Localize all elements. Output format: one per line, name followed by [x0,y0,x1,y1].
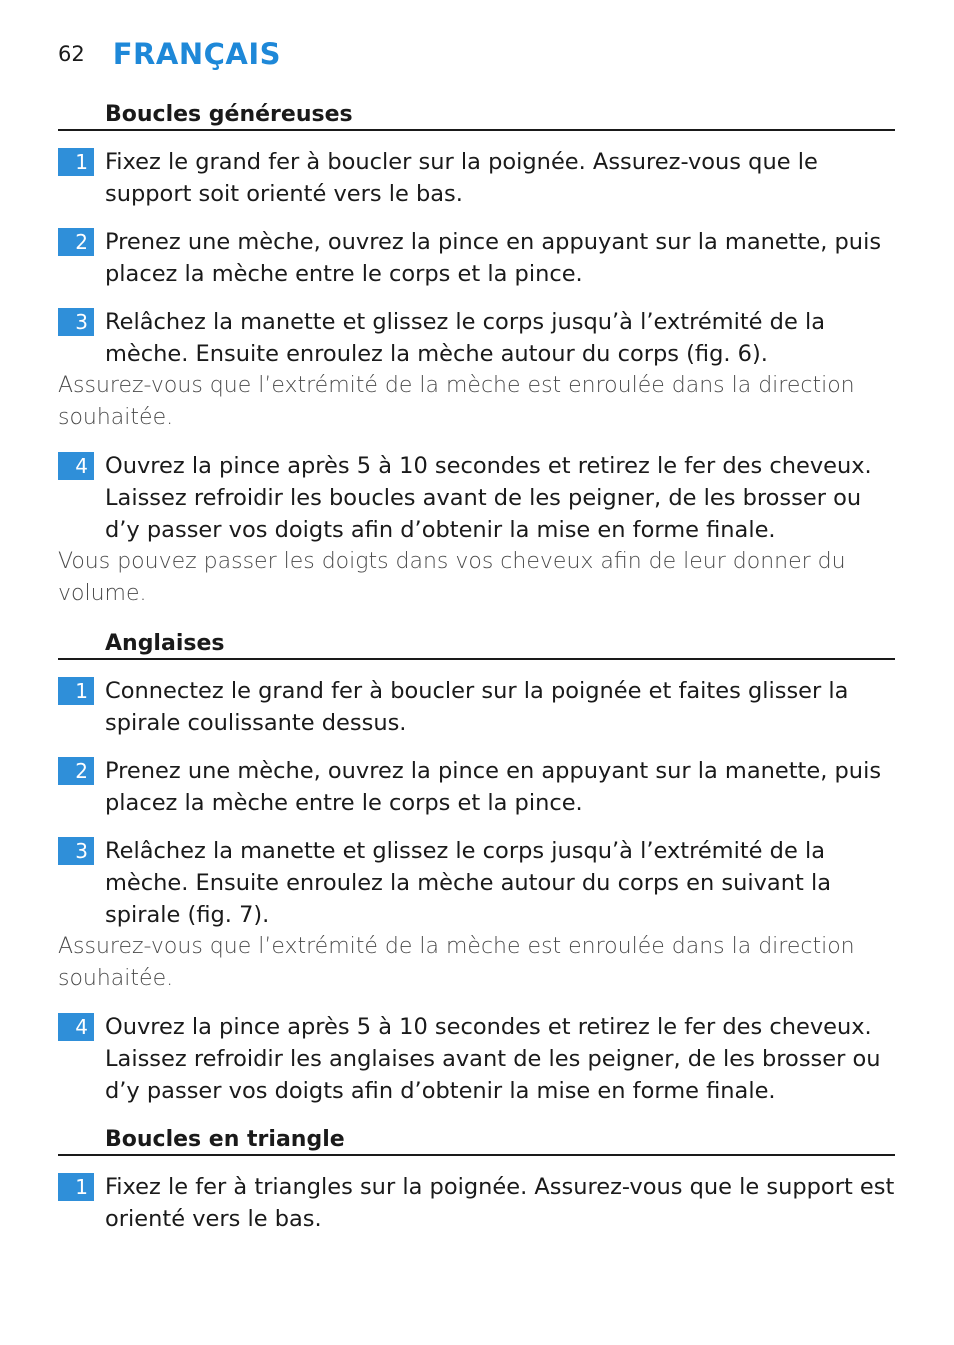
step-text: Prenez une mèche, ouvrez la pince en appuyant sur la manette, puis placez la mèche entre le corps et la pince. [105,758,882,816]
step-text: Fixez le grand fer à boucler sur la poignée. Assurez-vous que le support soit orienté vers le bas. [105,149,818,207]
section-anglaises [58,629,895,1107]
step-text: Relâchez la manette et glissez le corps jusqu’à l’extrémité de la mèche. Ensuite enroulez la mèche autour du corps (fig. 6). [105,309,825,367]
step-note [58,931,895,995]
step-number-badge: 3 [58,308,94,336]
step-number-badge: 1 [58,677,94,705]
step-number-badge: 1 [58,1173,94,1201]
step-item [58,146,895,210]
step-item [58,675,895,739]
step-number-badge: 1 [58,148,94,176]
section-boucles-en-triangle [58,1125,895,1235]
step-text: Prenez une mèche, ouvrez la pince en appuyant sur la manette, puis placez la mèche entre le corps et la pince. [105,229,882,287]
step-note [58,546,895,610]
note-text: Assurez-vous que l’extrémité de la mèche est enroulée dans la direction souhaitée. [58,373,855,430]
step-number-badge: 2 [58,228,94,256]
step-item [58,306,895,370]
step-item [58,450,895,546]
step-item [58,1011,895,1107]
note-text: Assurez-vous que l’extrémité de la mèche est enroulée dans la direction souhaitée. [58,934,855,991]
section-boucles-genereuses [58,100,895,626]
note-text: Vous pouvez passer les doigts dans vos cheveux afin de leur donner du volume. [58,549,846,606]
step-item [58,1171,895,1235]
step-item [58,755,895,819]
step-text: Ouvrez la pince après 5 à 10 secondes et retirez le fer des cheveux. Laissez refroidir les boucles avant de les peigner, de les brosser ou d’y passer vos doigts afin d’obtenir la mise en forme finale. [105,453,872,543]
step-text: Ouvrez la pince après 5 à 10 secondes et retirez le fer des cheveux. Laissez refroidir les anglaises avant de les peigner, de les brosser ou d’y passer vos doigts afin d’obtenir la mise en forme finale. [105,1014,881,1104]
section-title: Boucles en triangle [58,1125,895,1156]
step-item [58,835,895,931]
step-text: Relâchez la manette et glissez le corps jusqu’à l’extrémité de la mèche. Ensuite enroulez la mèche autour du corps en suivant la spirale (fig. 7). [105,838,831,928]
step-item [58,226,895,290]
step-number-badge: 4 [58,1013,94,1041]
language-title: FRANÇAIS [112,37,281,71]
page-number: 62 [58,42,85,66]
step-number-badge: 3 [58,837,94,865]
page-header [58,30,281,78]
step-number-badge: 2 [58,757,94,785]
section-title: Anglaises [58,629,895,660]
step-note [58,370,895,434]
step-text: Fixez le fer à triangles sur la poignée. Assurez-vous que le support est orienté vers le bas. [105,1174,895,1232]
step-number-badge: 4 [58,452,94,480]
section-title: Boucles généreuses [58,100,895,131]
step-text: Connectez le grand fer à boucler sur la poignée et faites glisser la spirale coulissante dessus. [105,678,849,736]
